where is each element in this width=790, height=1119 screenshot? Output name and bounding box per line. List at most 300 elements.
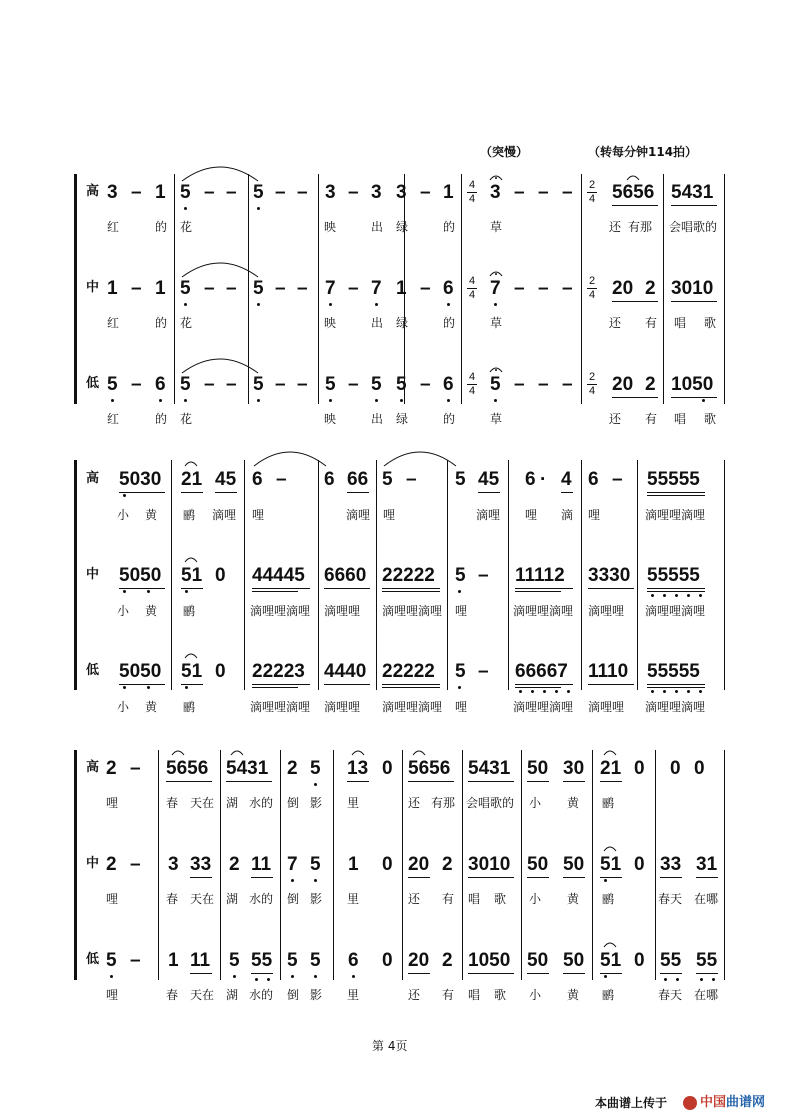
lyric: 有那 — [431, 796, 456, 810]
note: 6 — [155, 374, 166, 395]
note: 2 — [287, 758, 298, 779]
dash: – — [538, 182, 549, 203]
fermata-dot — [495, 369, 497, 371]
tie — [413, 751, 425, 755]
fermata — [627, 176, 639, 180]
barline — [333, 750, 334, 980]
lyric: 鹂 — [183, 604, 196, 618]
lyric: 影 — [310, 892, 323, 906]
underline — [190, 973, 212, 974]
note: 7 — [371, 278, 382, 299]
note-group: 66 — [347, 469, 369, 490]
note: 5 — [396, 374, 407, 395]
dash: – — [406, 469, 417, 490]
barline — [724, 460, 725, 690]
note-group: 21 — [181, 469, 203, 490]
lyric: 滴哩 — [346, 508, 371, 522]
note-group: 5656 — [408, 758, 451, 779]
dash: – — [612, 469, 623, 490]
dash: – — [562, 278, 573, 299]
dash: – — [348, 374, 359, 395]
octave-dot — [699, 690, 702, 693]
note-group: 4440 — [324, 661, 367, 682]
note-group: 5656 — [166, 758, 209, 779]
octave-dot — [111, 399, 114, 402]
lyric: 红 — [107, 316, 120, 330]
lyric: 还 — [609, 316, 622, 330]
octave-dot — [676, 978, 679, 981]
lyric: 哩 — [106, 988, 119, 1002]
note: 2 — [442, 854, 453, 875]
octave-dot — [700, 978, 703, 981]
lyric: 小 — [529, 988, 542, 1002]
lyric: 有那 — [628, 220, 653, 234]
lyric: 红 — [107, 412, 120, 426]
dash: – — [275, 374, 286, 395]
note: 5 — [253, 374, 264, 395]
lyric: 黄 — [567, 796, 580, 810]
note-group: 1050 — [468, 950, 511, 971]
octave-dot — [184, 207, 187, 210]
underline — [612, 205, 658, 206]
octave-dot — [257, 207, 260, 210]
octave-dot — [458, 686, 461, 689]
lyric: 天在 — [190, 796, 215, 810]
lyric: 哩 — [106, 892, 119, 906]
barline — [447, 460, 448, 690]
slur — [182, 263, 258, 277]
lyric: 出 — [371, 220, 384, 234]
tie — [604, 943, 616, 947]
underline — [382, 684, 440, 685]
note: 6 — [348, 950, 359, 971]
site-logo-text — [700, 1096, 765, 1109]
note: 1 — [168, 950, 179, 971]
underline — [408, 877, 430, 878]
lyric: 在哪 — [694, 892, 719, 906]
note-group: 45 — [215, 469, 237, 490]
dash: – — [131, 182, 142, 203]
lyric: 黄 — [567, 988, 580, 1002]
rest: 0 — [215, 565, 226, 586]
note-group: 11112 — [515, 565, 565, 586]
barline — [402, 750, 403, 980]
octave-dot — [257, 399, 260, 402]
lyric: 的 — [443, 412, 456, 426]
note: 5 — [253, 182, 264, 203]
note-group: 51 — [600, 854, 622, 875]
lyric: 黄 — [567, 892, 580, 906]
lyric: 黄 — [145, 604, 158, 618]
octave-dot — [291, 879, 294, 882]
lyric: 倒 — [287, 892, 300, 906]
lyric: 歌 — [494, 988, 507, 1002]
underline — [515, 591, 561, 592]
note-group: 22223 — [252, 661, 305, 682]
lyric: 有 — [442, 892, 455, 906]
dash: – — [478, 661, 489, 682]
note: 5 — [310, 854, 321, 875]
note-group: 55 — [251, 950, 273, 971]
underline — [588, 588, 634, 589]
time-signature-top: 2 — [589, 275, 596, 287]
note-group: 6660 — [324, 565, 367, 586]
tempo-mark-sudden-slow: （突慢） — [480, 145, 529, 159]
dash: – — [297, 374, 308, 395]
note: 5 — [490, 374, 501, 395]
lyric: 绿 — [396, 316, 409, 330]
note: 5 — [287, 950, 298, 971]
note-group: 11 — [251, 854, 272, 875]
lyric: 鹂 — [602, 796, 615, 810]
lyric: 草 — [490, 412, 503, 426]
dash: – — [130, 758, 141, 779]
barline — [244, 460, 245, 690]
tie — [231, 751, 243, 755]
underline — [181, 684, 203, 685]
octave-dot — [604, 879, 607, 882]
time-signature-top: 2 — [589, 179, 596, 191]
lyric: 滴哩哩滴哩 — [513, 700, 574, 714]
time-signature-top: 2 — [589, 371, 596, 383]
barline — [581, 174, 582, 404]
dash: – — [538, 278, 549, 299]
rest: 0 — [382, 854, 393, 875]
dash: – — [420, 182, 431, 203]
note: 5 — [180, 182, 191, 203]
underline — [347, 492, 369, 493]
barline — [637, 460, 638, 690]
barline — [581, 460, 582, 690]
note: 3 — [396, 182, 407, 203]
lyric: 草 — [490, 316, 503, 330]
lyric: 会唱歌的 — [466, 796, 515, 810]
dash: – — [276, 469, 287, 490]
note-group: 50 — [527, 854, 549, 875]
lyric: 唱 — [674, 316, 687, 330]
octave-dot — [712, 978, 715, 981]
note: 1 — [348, 854, 359, 875]
rest: 0 — [670, 758, 681, 779]
part-label-mid: 中 — [86, 280, 100, 295]
underline — [671, 205, 717, 206]
part-label-low: 低 — [86, 952, 100, 967]
underline — [324, 684, 370, 685]
lyric: 滴哩哩 — [588, 700, 625, 714]
lyric: 红 — [107, 220, 120, 234]
octave-dot — [375, 303, 378, 306]
lyric: 滴哩 — [212, 508, 237, 522]
dash: – — [130, 854, 141, 875]
lyric: 滴哩哩滴哩 — [645, 604, 706, 618]
note-group: 22222 — [382, 661, 435, 682]
underline — [600, 973, 622, 974]
lyric: 滴哩哩 — [588, 604, 625, 618]
octave-dot — [233, 975, 236, 978]
note: 1 — [155, 278, 166, 299]
note-group: 20 — [408, 854, 430, 875]
note-group: 5030 — [119, 469, 162, 490]
dash: – — [478, 565, 489, 586]
lyric: 滴哩哩 — [324, 700, 361, 714]
lyric: 有 — [645, 412, 658, 426]
lyric: 的 — [155, 316, 168, 330]
underline — [181, 588, 203, 589]
underline — [647, 588, 705, 589]
underline — [119, 588, 165, 589]
underline — [563, 973, 585, 974]
underline — [252, 687, 298, 688]
lyric: 还 — [408, 988, 421, 1002]
system-brace — [74, 460, 77, 690]
system-brace — [74, 750, 77, 980]
note: 5 — [382, 469, 393, 490]
lyric: 滴哩哩滴哩 — [382, 604, 443, 618]
lyric: 滴哩哩滴哩 — [645, 700, 706, 714]
lyric: 哩 — [455, 604, 468, 618]
underline — [408, 781, 454, 782]
underline — [600, 877, 622, 878]
fermata — [490, 176, 502, 180]
dash: – — [348, 278, 359, 299]
underline — [468, 781, 514, 782]
underline — [181, 492, 203, 493]
time-signature-bottom: 4 — [469, 193, 476, 205]
note: 6 — [252, 469, 263, 490]
tie — [185, 462, 197, 466]
lyric: 里 — [347, 796, 360, 810]
underline — [119, 492, 165, 493]
underline — [696, 877, 718, 878]
note: 5 — [455, 565, 466, 586]
lyric: 还 — [609, 412, 622, 426]
system-brace — [74, 174, 77, 404]
lyric: 倒 — [287, 988, 300, 1002]
lyric: 还 — [408, 796, 421, 810]
dash: – — [226, 374, 237, 395]
tie — [604, 751, 616, 755]
barline — [280, 750, 281, 980]
lyric: 歌 — [704, 316, 717, 330]
underline — [190, 877, 212, 878]
lyric: 滴哩哩滴哩 — [250, 604, 311, 618]
part-label-low: 低 — [86, 376, 100, 391]
lyric: 天在 — [190, 988, 215, 1002]
fermata-dot — [495, 177, 497, 179]
note-group: 20 — [612, 374, 634, 395]
note: 5 — [229, 950, 240, 971]
barline — [158, 750, 159, 980]
note: 6 — [443, 374, 454, 395]
underline — [347, 781, 369, 782]
note-group: 5431 — [468, 758, 511, 779]
lyric: 的 — [443, 316, 456, 330]
time-signature-bar — [467, 384, 477, 385]
lyric: 滴哩哩滴哩 — [250, 700, 311, 714]
lyric: 鹂 — [602, 988, 615, 1002]
underline — [588, 684, 634, 685]
underline — [468, 877, 514, 878]
underline — [563, 781, 585, 782]
lyric: 花 — [180, 316, 193, 330]
note-group: 22222 — [382, 565, 435, 586]
note-group: 5050 — [119, 661, 162, 682]
rest: 0 — [634, 950, 645, 971]
barline — [376, 460, 377, 690]
octave-dot — [400, 399, 403, 402]
octave-dot — [314, 975, 317, 978]
underline — [647, 591, 705, 592]
octave-dot — [159, 399, 162, 402]
note-group: 20 — [408, 950, 430, 971]
note: 5 — [107, 374, 118, 395]
note-group: 55555 — [647, 469, 700, 490]
note: 2 — [229, 854, 240, 875]
tie — [604, 847, 616, 851]
lyric: 歌 — [704, 412, 717, 426]
lyric: 映 — [324, 316, 337, 330]
octave-dot — [123, 590, 126, 593]
site-name-part-b: 曲谱网 — [726, 1095, 766, 1110]
note-group: 20 — [612, 278, 634, 299]
underline — [647, 684, 705, 685]
note-group: 1110 — [588, 661, 629, 682]
octave-dot — [458, 590, 461, 593]
octave-dot — [447, 303, 450, 306]
note-group: 44445 — [252, 565, 305, 586]
octave-dot — [567, 690, 570, 693]
note: 6 — [443, 278, 454, 299]
lyric: 唱 — [468, 988, 481, 1002]
note-group: 33 — [660, 854, 682, 875]
note: 1 — [155, 182, 166, 203]
barline — [592, 750, 593, 980]
lyric: 里 — [347, 892, 360, 906]
dash: – — [514, 182, 525, 203]
dash: – — [131, 374, 142, 395]
note-group: 55555 — [647, 565, 700, 586]
note: 5 — [180, 374, 191, 395]
octave-dot — [531, 690, 534, 693]
underline — [166, 781, 212, 782]
note: 3 — [325, 182, 336, 203]
barline — [724, 750, 725, 980]
underline — [561, 492, 573, 493]
dot-rhythm: · — [540, 469, 547, 490]
octave-dot — [329, 399, 332, 402]
site-logo-icon — [683, 1096, 697, 1110]
note: 7 — [287, 854, 298, 875]
note: 3 — [490, 182, 501, 203]
part-label-high: 高 — [86, 184, 100, 199]
dash: – — [538, 374, 549, 395]
lyric: 春 — [166, 988, 179, 1002]
rest: 0 — [634, 758, 645, 779]
lyric: 哩 — [588, 508, 601, 522]
dash: – — [130, 950, 141, 971]
note: 3 — [371, 182, 382, 203]
octave-dot — [663, 690, 666, 693]
dash: – — [226, 182, 237, 203]
octave-dot — [314, 879, 317, 882]
underline — [252, 588, 310, 589]
underline — [324, 588, 370, 589]
barline — [508, 460, 509, 690]
note-group: 3010 — [468, 854, 511, 875]
note: 5 — [310, 950, 321, 971]
lyric: 倒 — [287, 796, 300, 810]
slur — [182, 359, 258, 373]
lyric: 春 — [166, 892, 179, 906]
lyric: 滴哩哩滴哩 — [513, 604, 574, 618]
underline — [527, 973, 549, 974]
dash: – — [514, 278, 525, 299]
octave-dot — [291, 975, 294, 978]
dash: – — [275, 182, 286, 203]
lyric: 滴哩哩滴哩 — [382, 700, 443, 714]
underline — [252, 684, 310, 685]
lyric: 唱 — [674, 412, 687, 426]
note-group: 3330 — [588, 565, 631, 586]
barline — [248, 174, 249, 404]
note-group: 55 — [660, 950, 682, 971]
lyric: 滴 — [561, 508, 574, 522]
lyric: 在哪 — [694, 988, 719, 1002]
lyric: 滴哩 — [476, 508, 501, 522]
underline — [563, 877, 585, 878]
rest: 0 — [634, 854, 645, 875]
lyric: 唱 — [468, 892, 481, 906]
note-group: 45 — [478, 469, 500, 490]
rest: 0 — [382, 758, 393, 779]
octave-dot — [555, 690, 558, 693]
underline — [647, 687, 705, 688]
octave-dot — [184, 399, 187, 402]
underline — [252, 591, 298, 592]
underline — [382, 687, 440, 688]
part-label-high: 高 — [86, 471, 100, 486]
lyric: 小 — [117, 604, 130, 618]
tie — [352, 751, 364, 755]
underline — [382, 591, 440, 592]
note-group: 66667 — [515, 661, 568, 682]
dash: – — [348, 182, 359, 203]
barline — [171, 460, 172, 690]
underline — [647, 495, 705, 496]
part-label-low: 低 — [86, 663, 100, 678]
time-signature-bottom: 4 — [589, 289, 596, 301]
time-signature-top: 4 — [469, 371, 476, 383]
lyric: 水的 — [249, 796, 274, 810]
note-group: 51 — [181, 565, 203, 586]
lyric: 鹂 — [602, 892, 615, 906]
note: 6 — [324, 469, 335, 490]
note: 5 — [455, 469, 466, 490]
lyric: 花 — [180, 412, 193, 426]
note: 3 — [107, 182, 118, 203]
note-group: 50 — [563, 950, 585, 971]
lyric: 还 — [609, 220, 622, 234]
underline — [382, 588, 440, 589]
dash: – — [226, 278, 237, 299]
lyric: 哩 — [383, 508, 396, 522]
site-name-part-a: 中国 — [700, 1095, 727, 1110]
underline — [671, 397, 717, 398]
note-group: 30 — [563, 758, 585, 779]
octave-dot — [147, 686, 150, 689]
rest: 0 — [694, 758, 705, 779]
octave-dot — [687, 690, 690, 693]
